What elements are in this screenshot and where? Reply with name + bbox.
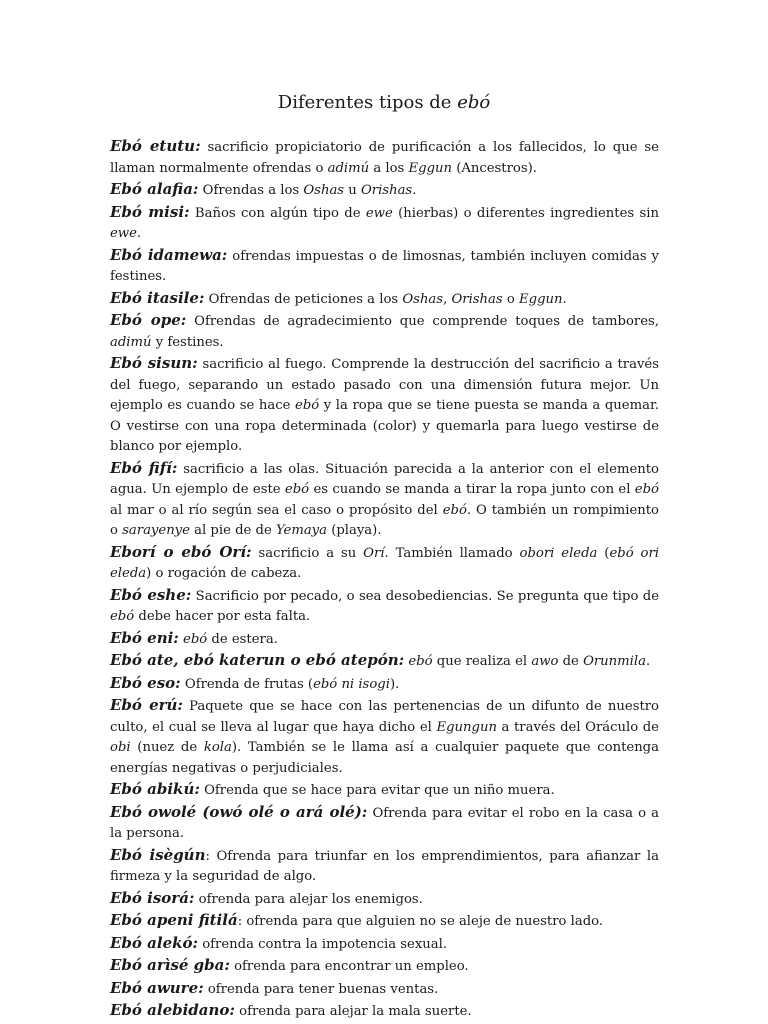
entry-italic-text: Oshas [402, 291, 444, 307]
entry-text: ofrenda para encontrar un empleo. [229, 959, 469, 974]
entry-italic-text: adimú [327, 160, 370, 176]
entry-italic-text: ewe [365, 205, 393, 221]
entry-term: Ebó itasile: [110, 288, 205, 307]
entry-text: de estera. [207, 631, 278, 647]
entry-italic-text: Egungun [436, 719, 497, 735]
entry-italic-text: Orunmila [583, 654, 646, 669]
entry-text: a través del Oráculo de [496, 719, 659, 735]
entry-term: Ebó etutu: [110, 137, 201, 155]
entry [110, 673, 659, 696]
entry-text: y festines. [151, 334, 224, 350]
entry-text: Ofrenda que se hace para evitar que un niño muera. [199, 783, 555, 798]
entry-text: ). También se le llama así a cualquier paquete que contenga energías negativas o perjudiciales. [110, 740, 659, 776]
entry [110, 910, 659, 933]
entry-term: Ebó eshe: [110, 585, 192, 604]
entry-text: ofrendas impuestas o de limosnas, también incluyen comidas y festines. [110, 248, 660, 284]
entry-text: Baños con algún tipo de [189, 205, 366, 221]
entry [110, 955, 659, 978]
entry [110, 202, 659, 245]
entry-text: sacrificio a las olas. Situación parecida a la anterior con el elemento agua. Un ejemplo de este [110, 461, 659, 497]
entry [110, 542, 659, 585]
entry-italic-text: Orishas [451, 291, 503, 307]
entry-text: Ofrenda para evitar el robo en la casa o a la persona. [110, 805, 659, 841]
entry [110, 288, 659, 311]
entry-italic-text: Orí [363, 545, 385, 561]
entry-text: y la ropa que se tiene puesta se manda a quemar. O vestirse con una ropa determinada (color) y quemarla para luego vestirse de blanco por ejemplo. [110, 398, 659, 454]
entry-term: Ebó owolé (owó olé o ará olé): [110, 802, 368, 821]
entry [110, 933, 659, 956]
entry-text: Ofrendas a los [198, 183, 304, 198]
entry-term: Ebó alafia: [110, 180, 199, 198]
entry-text: . [136, 226, 142, 241]
entry-text: . [412, 183, 417, 198]
entry-text: (hierbas) o diferentes ingredientes sin [392, 205, 659, 221]
entry-italic-text: Oshas [303, 183, 345, 198]
entry-italic-text: ebó ori eleda [110, 545, 659, 581]
entry-italic-text: sarayenye [122, 523, 190, 538]
entry-term: Ebó alebidano: [110, 1001, 235, 1019]
entry [110, 978, 659, 1001]
entry-text: ofrenda para alejar la mala suerte. [234, 1004, 472, 1019]
entry-italic-text: Yemaya [275, 523, 327, 538]
entry-italic-text: kola [203, 740, 232, 755]
entry-italic-text: Orishas [360, 183, 413, 198]
entry-text: : Ofrenda para triunfar en los emprendimientos, para afianzar la firmeza y la seguridad de algo. [110, 848, 659, 884]
entry-term: Ebó fifí: [110, 458, 178, 477]
entry-term: Ebó sisun: [110, 354, 198, 372]
entry-text: que realiza el [432, 654, 532, 669]
entry-text: a los [369, 160, 409, 176]
entry-text: ofrenda para tener buenas ventas. [203, 981, 439, 997]
entry-italic-text: adimú [110, 334, 152, 350]
entry-term: Ebó isorá: [110, 888, 195, 907]
entry-text: . [645, 654, 651, 669]
entry-text: de [558, 654, 584, 669]
entry [110, 136, 659, 179]
entry-term: Ebó eni: [110, 628, 179, 647]
entry [110, 888, 659, 911]
entry-italic-text: ewe [110, 226, 137, 241]
entry-term: Ebó arìsé gba: [110, 956, 230, 974]
entry-text: (Ancestros). [452, 160, 537, 176]
entry [110, 845, 659, 888]
entry-italic-text: ebó [408, 654, 433, 669]
entry-italic-text: awo [531, 654, 559, 669]
entry-text: sacrificio propiciatorio de purificación a los fallecidos, lo que se llaman normalmente ofrendas o [110, 140, 659, 176]
entry-term: Ebó abikú: [110, 780, 200, 798]
entry [110, 695, 659, 779]
entry-text: (playa). [327, 523, 382, 538]
entry-text: . O también un rompimiento o [110, 502, 659, 538]
entry-italic-text: obi [110, 740, 131, 755]
entry-text: al pie de de [189, 523, 276, 538]
entry [110, 650, 659, 673]
entry-text: Ofrendas de agradecimiento que comprende toques de tambores, [186, 314, 659, 329]
entry-text: ). [389, 676, 400, 692]
entry-term: Ebó eso: [110, 673, 181, 692]
entry [110, 458, 659, 542]
title-italic: ebó [457, 92, 491, 113]
entry-text: . También llamado [384, 545, 520, 561]
entry [110, 585, 659, 628]
entry-term: Ebó alekó: [110, 933, 199, 952]
title-text: Diferentes tipos de [277, 92, 458, 113]
entry-text: ) o rogación de cabeza. [146, 566, 302, 581]
entry-italic-text: Eggun [408, 160, 452, 176]
entry-italic-text: ebó [295, 398, 320, 413]
entry-term: Eborí o ebó Orí: [110, 542, 252, 561]
entry-italic-text: Eggun [519, 291, 563, 307]
entry-text: sacrificio a su [251, 545, 364, 561]
entry-italic-text: ebó [110, 609, 135, 624]
entry-text: Ofrendas de peticiones a los [204, 291, 403, 307]
entry-text: es cuando se manda a tirar la ropa junto con el [309, 482, 635, 497]
entry-term: Ebó awure: [110, 978, 204, 997]
entry-text: o [502, 291, 520, 307]
entry-term: Ebó apeni fitilá [110, 911, 238, 929]
entry-italic-text: ebó [442, 502, 467, 518]
entry-text: al mar o al río según sea el caso o propósito del [110, 502, 443, 518]
entry-text: sacrificio al fuego. Comprende la destrucción del sacrificio a través del fuego, separando un estado pasado con una dimensión futura mejor. Un ejemplo es cuando se hace [110, 357, 659, 413]
entry-text: . [562, 291, 567, 307]
entry-text: Paquete que se hace con las pertenencias de un difunto de nuestro culto, el cual se lleva al lugar que haya dicho el [110, 699, 659, 735]
entry [110, 628, 659, 651]
entry-text: , [443, 291, 452, 307]
entry-text: ( [597, 545, 610, 561]
entry-term: Ebó ope: [110, 311, 187, 329]
entry-text: Sacrificio por pecado, o sea desobediencias. Se pregunta que tipo de [191, 588, 659, 604]
entry-italic-text: ebó ni isogi [313, 676, 390, 692]
entry [110, 245, 659, 288]
entry-text: (nuez de [130, 740, 204, 755]
entry-text: u [344, 183, 361, 198]
entry [110, 353, 659, 458]
entry-italic-text: ebó [284, 482, 310, 497]
document-title [0, 92, 768, 113]
entry-text: debe hacer por esta falta. [134, 609, 311, 624]
entry [110, 179, 659, 202]
entry-italic-text: ebó [634, 482, 659, 497]
entry [110, 310, 659, 353]
entry [110, 802, 659, 845]
entry-italic-text: obori eleda [519, 545, 598, 561]
entry-term: Ebó idamewa: [110, 245, 228, 264]
entry-term: Ebó ate, ebó katerun o ebó atepón: [110, 651, 405, 669]
entry [110, 1000, 659, 1023]
entry-text: : ofrenda para que alguien no se aleje de nuestro lado. [237, 914, 604, 929]
entry-italic-text: ebó [183, 631, 208, 647]
entry-text: ofrenda contra la impotencia sexual. [198, 936, 448, 952]
entry-term: Ebó isègún [110, 845, 206, 864]
entry-term: Ebó misi: [110, 202, 190, 221]
entries-list [110, 136, 659, 1023]
entry-text: Ofrenda de frutas ( [180, 676, 314, 692]
entry-text: ofrenda para alejar los enemigos. [194, 891, 423, 907]
entry [110, 779, 659, 802]
entry-term: Ebó erú: [110, 696, 183, 714]
